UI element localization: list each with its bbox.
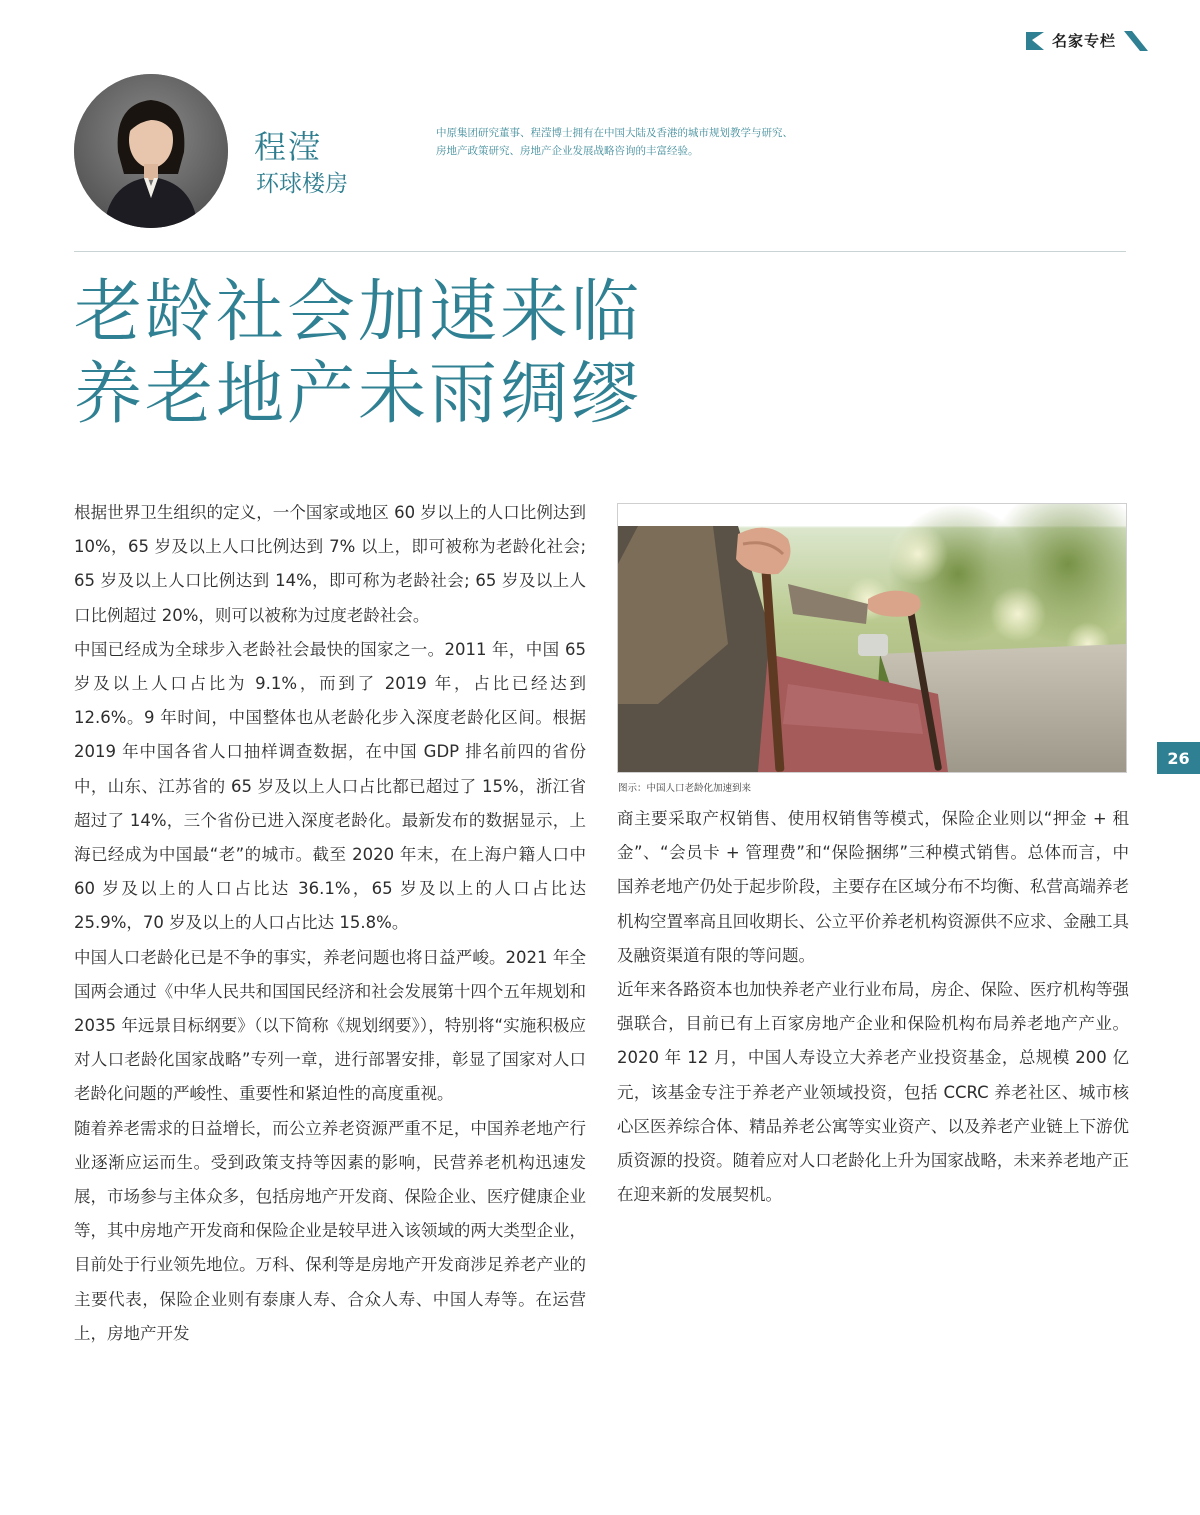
body-paragraph: 根据世界卫生组织的定义，一个国家或地区 60 岁以上的人口比例达到 10%，65 岁及以上人口比例达到 7% 以上，即可被称为老龄化社会; 65 岁及以上人口比例达到 14%，即可称为老龄社会; 65 岁及以上人口比例超过 20%，则可以被称为过度老龄社会。 (74, 503, 586, 625)
column-chevron-left-icon (1026, 32, 1044, 50)
header-divider (74, 251, 1126, 252)
article-title-line: 老龄社会加速来临 (74, 273, 643, 352)
article-title (74, 272, 642, 436)
body-paragraph: 商主要采取产权销售、使用权销售等模式，保险企业则以“押金 + 租金”、“会员卡 + 管理费”和“保险捆绑”三种模式销售。总体而言，中国养老地产仍处于起步阶段，主要存在区域分布不均衡、私营高端养老机构空置率高且回收期长、公立平价养老机构资源供不应求、金融工具及融资渠道有限的等问题。 (617, 809, 1129, 965)
body-paragraph: 随着养老需求的日益增长，而公立养老资源严重不足，中国养老地产行业逐渐应运而生。受到政策支持等因素的影响，民营养老机构迅速发展，市场参与主体众多，包括房地产开发商、保险企业、医疗健康企业等，其中房地产开发商和保险企业是较早进入该领域的两大类型企业，目前处于行业领先地位。万科、保利等是房地产开发商涉足养老产业的主要代表，保险企业则有泰康人寿、合众人寿、中国人寿等。在运营上，房地产开发 (74, 1118, 586, 1343)
page-number: 26 (1157, 742, 1200, 774)
author-name: 程滢 (254, 128, 323, 166)
author-avatar (74, 74, 228, 228)
article-title-line: 养老地产未雨绸缪 (74, 355, 643, 434)
article-photo (617, 503, 1127, 773)
body-paragraph: 近年来各路资本也加快养老产业行业布局，房企、保险、医疗机构等强强联合，目前已有上百家房地产企业和保险机构布局养老地产产业。2020 年 12 月，中国人寿设立大养老产业投资基金，总规模 200 亿元，该基金专注于养老产业领域投资，包括 CCRC 养老社区、城市核心区医养综合体、精品养老公寓等实业资产、以及养老产业链上下游优质资源的投资。随着应对人口老龄化上升为国家战略，未来养老地产正在迎来新的发展契机。 (617, 980, 1129, 1205)
column-chevron-right-icon (1124, 31, 1148, 51)
body-paragraph: 中国已经成为全球步入老龄社会最快的国家之一。2011 年，中国 65 岁及以上人口占比为 9.1%，而到了 2019 年，占比已经达到 12.6%。9 年时间，中国整体也从老龄化步入深度老龄化区间。根据 2019 年中国各省人口抽样调查数据，在中国 GDP 排名前四的省份中，山东、江苏省的 65 岁及以上人口占比都已超过了 15%，浙江省超过了 14%，三个省份已进入深度老龄化。最新发布的数据显示，上海已经成为中国最“老”的城市。截至 2020 年末，在上海户籍人口中 60 岁及以上的人口占比达 36.1%，65 岁及以上的人口占比达 25.9%，70 岁及以上的人口占比达 15.8%。 (74, 639, 586, 933)
author-bio-line: 中原集团研究董事、程滢博士拥有在中国大陆及香港的城市规划教学与研究、 (436, 127, 793, 139)
body-paragraph: 中国人口老龄化已是不争的事实，养老问题也将日益严峻。2021 年全国两会通过《中华人民共和国国民经济和社会发展第十四个五年规划和 2035 年远景目标纲要》（以下简称《规划纲要》），特别将“实施积极应对人口老龄化国家战略”专列一章，进行部署安排，彰显了国家对人口老龄化问题的严峻性、重要性和紧迫性的高度重视。 (74, 947, 586, 1104)
article-body-right (617, 802, 1129, 1212)
article-body-left (74, 496, 586, 1351)
column-tag (1026, 30, 1148, 51)
author-bio-line: 房地产政策研究、房地产企业发展战略咨询的丰富经验。 (436, 145, 699, 157)
author-bio (436, 124, 816, 160)
column-tag-label: 名家专栏 (1052, 32, 1117, 50)
image-caption: 图示：中国人口老龄化加速到来 (618, 783, 752, 794)
author-organization: 环球楼房 (256, 171, 348, 197)
